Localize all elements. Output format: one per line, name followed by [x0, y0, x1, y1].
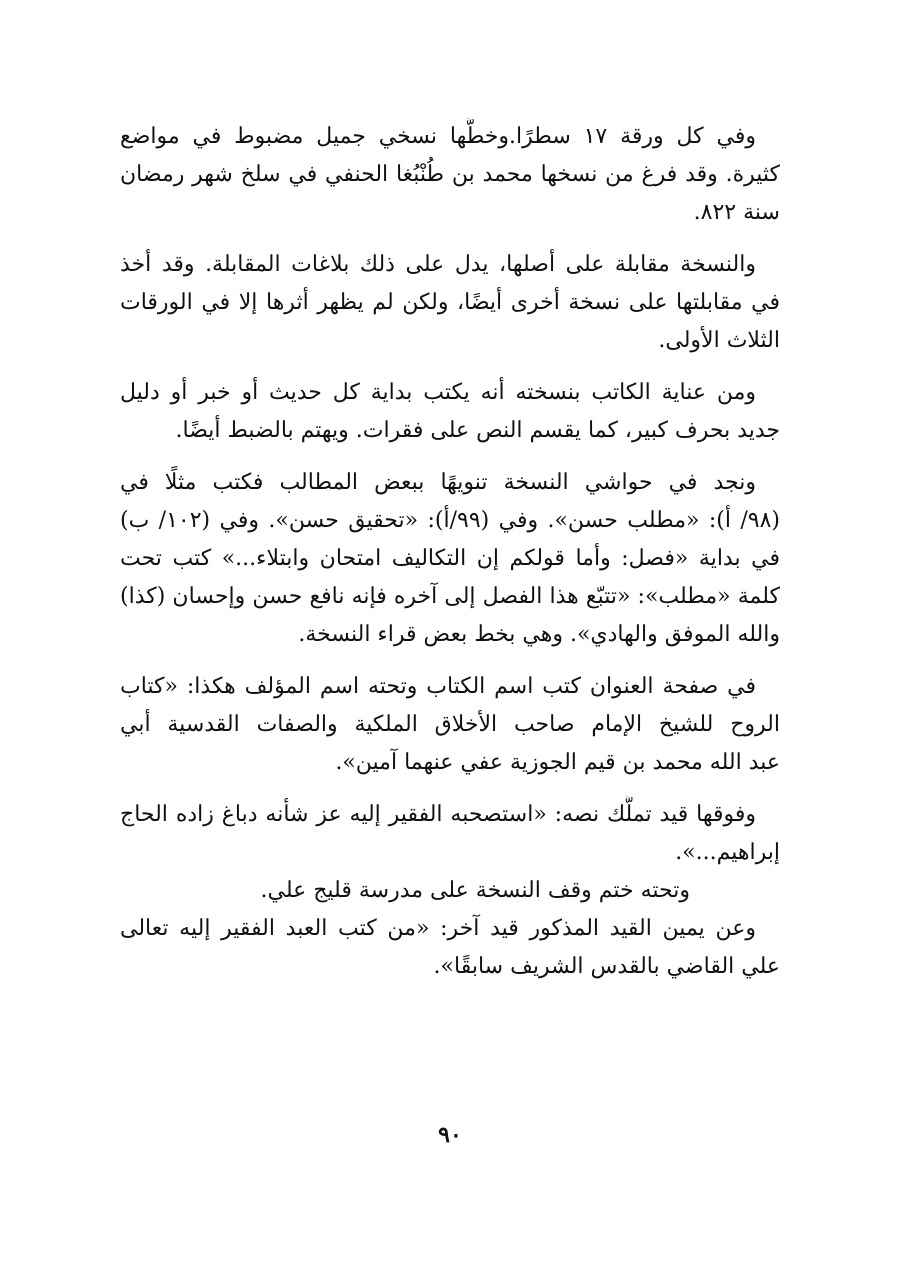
text-line: إبراهيم...». [675, 840, 780, 865]
text-line: والله الموفق والهادي». وهي بخط بعض قراء النسخة. [298, 622, 780, 647]
paragraph-title-page [120, 668, 780, 782]
text-line: وفي كل ورقة ١٧ سطرًا.وخطُّها نسخي جميل مضبوط في مواضع [120, 124, 756, 149]
text-line: وفوقها قيد تملُّك نصه: «استصحبه الفقير إليه عز شأنه دباغ زاده الحاج [120, 802, 756, 827]
text-line: جديد بحرف كبير، كما يقسم النص على فقرات. ويهتم بالضبط أيضًا. [175, 418, 780, 443]
text-line: الروح للشيخ الإمام صاحب الأخلاق الملكية والصفات القدسية أبي [120, 712, 780, 737]
text-line: وتحته ختم وقف النسخة على مدرسة قليج علي. [260, 878, 690, 903]
paragraph-waqf-seal [120, 872, 780, 910]
page-number: ٩٠ [438, 1122, 462, 1148]
text-line: في بداية «فصل: وأما قولكم إن التكاليف امتحان وابتلاء...» كتب تحت [120, 546, 780, 571]
text-line: سنة ٨٢٢. [693, 200, 780, 225]
paragraph-margin-notes [120, 464, 780, 654]
text-line: عبد الله محمد بن قيم الجوزية عفي عنهما آمين». [335, 750, 780, 775]
text-line: كلمة «مطلب»: «تتبّع هذا الفصل إلى آخره فإنه نافع حسن وإحسان (كذا) [120, 584, 780, 609]
paragraph-second-note [120, 910, 780, 986]
text-line: (٩٨/ أ): «مطلب حسن». وفي (٩٩/أ): «تحقيق حسن». وفي (١٠٢/ ب) [120, 508, 780, 533]
text-line: وعن يمين القيد المذكور قيد آخر: «من كتب العبد الفقير إليه تعالى [120, 916, 756, 941]
page-body [120, 118, 780, 1000]
paragraph-ownership-note [120, 796, 780, 872]
text-line: الثلاث الأولى. [658, 328, 780, 353]
paragraph-collation [120, 246, 780, 360]
text-line: في صفحة العنوان كتب اسم الكتاب وتحته اسم المؤلف هكذا: «كتاب [120, 674, 756, 699]
text-line: ومن عناية الكاتب بنسخته أنه يكتب بداية كل حديث أو خبر أو دليل [120, 380, 756, 405]
text-line: والنسخة مقابلة على أصلها، يدل على ذلك بلاغات المقابلة. وقد أخذ [120, 252, 756, 277]
paragraph-manuscript-description [120, 118, 780, 232]
text-line: في مقابلتها على نسخة أخرى أيضًا، ولكن لم يظهر أثرها إلا في الورقات [120, 290, 780, 315]
text-line: علي القاضي بالقدس الشريف سابقًا». [433, 954, 780, 979]
text-line: ونجد في حواشي النسخة تنويهًا ببعض المطالب فكتب مثلًا في [120, 470, 756, 495]
paragraph-scribe-care [120, 374, 780, 450]
text-line: كثيرة. وقد فرغ من نسخها محمد بن طُنْبُغا الحنفي في سلخ شهر رمضان [120, 162, 780, 187]
